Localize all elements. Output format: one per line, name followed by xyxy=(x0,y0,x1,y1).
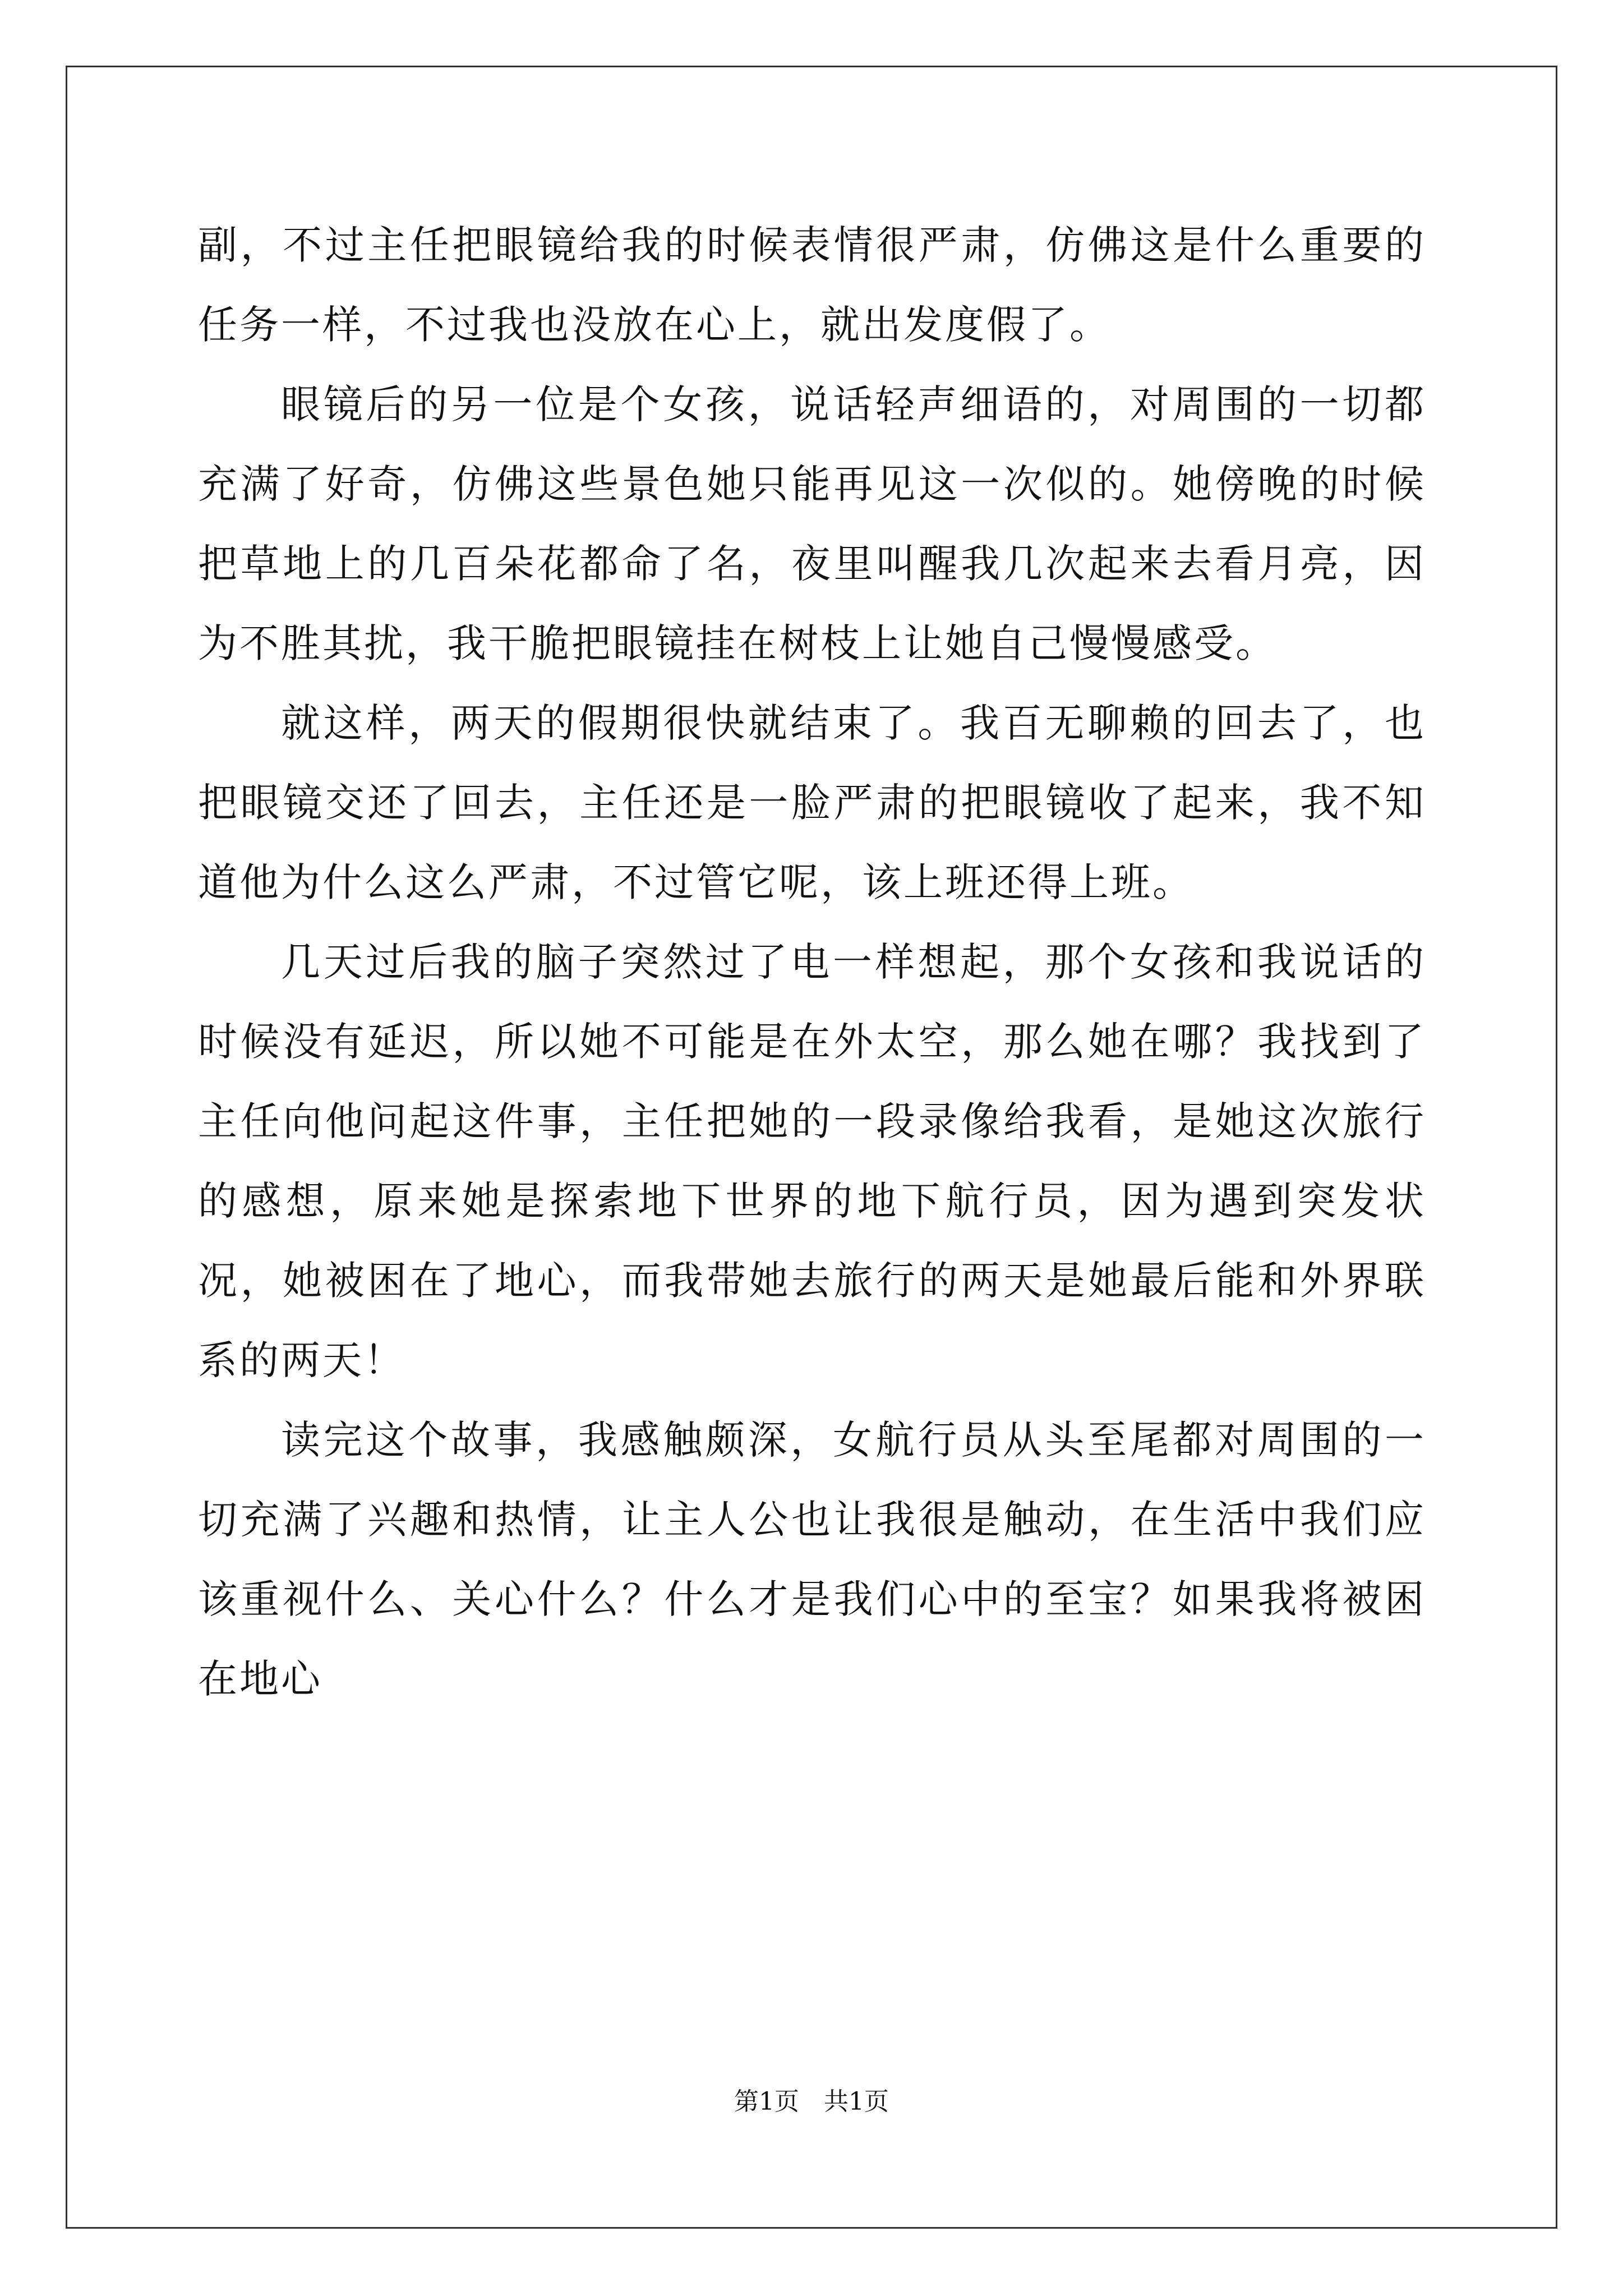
paragraph-4: 几天过后我的脑子突然过了电一样想起，那个女孩和我说话的时候没有延迟，所以她不可能是在外太空，那么她在哪？我找到了主任向他问起这件事，主任把她的一段录像给我看，是她这次旅行的感想，原来她是探索地下世界的地下航行员，因为遇到突发状况，她被困在了地心，而我带她去旅行的两天是她最后能和外界联系的两天！ xyxy=(198,939,1426,1383)
document-body xyxy=(198,205,1426,1719)
page-footer: 第1页 共1页 xyxy=(734,2087,889,2116)
paragraph-1: 副，不过主任把眼镜给我的时候表情很严肃，仿佛这是什么重要的任务一样，不过我也没放在心上，就出发度假了。 xyxy=(198,222,1426,348)
paragraph-3: 就这样，两天的假期很快就结束了。我百无聊赖的回去了，也把眼镜交还了回去，主任还是一脸严肃的把眼镜收了起来，我不知道他为什么这么严肃，不过管它呢，该上班还得上班。 xyxy=(198,700,1426,905)
paragraph-2: 眼镜后的另一位是个女孩，说话轻声细语的，对周围的一切都充满了好奇，仿佛这些景色她只能再见这一次似的。她傍晚的时候把草地上的几百朵花都命了名，夜里叫醒我几次起来去看月亮，因为不胜其扰，我干脆把眼镜挂在树枝上让她自己慢慢感受。 xyxy=(198,381,1426,666)
paragraph-5: 读完这个故事，我感触颇深，女航行员从头至尾都对周围的一切充满了兴趣和热情，让主人公也让我很是触动，在生活中我们应该重视什么、关心什么？什么才是我们心中的至宝？如果我将被困在地心 xyxy=(198,1417,1426,1702)
